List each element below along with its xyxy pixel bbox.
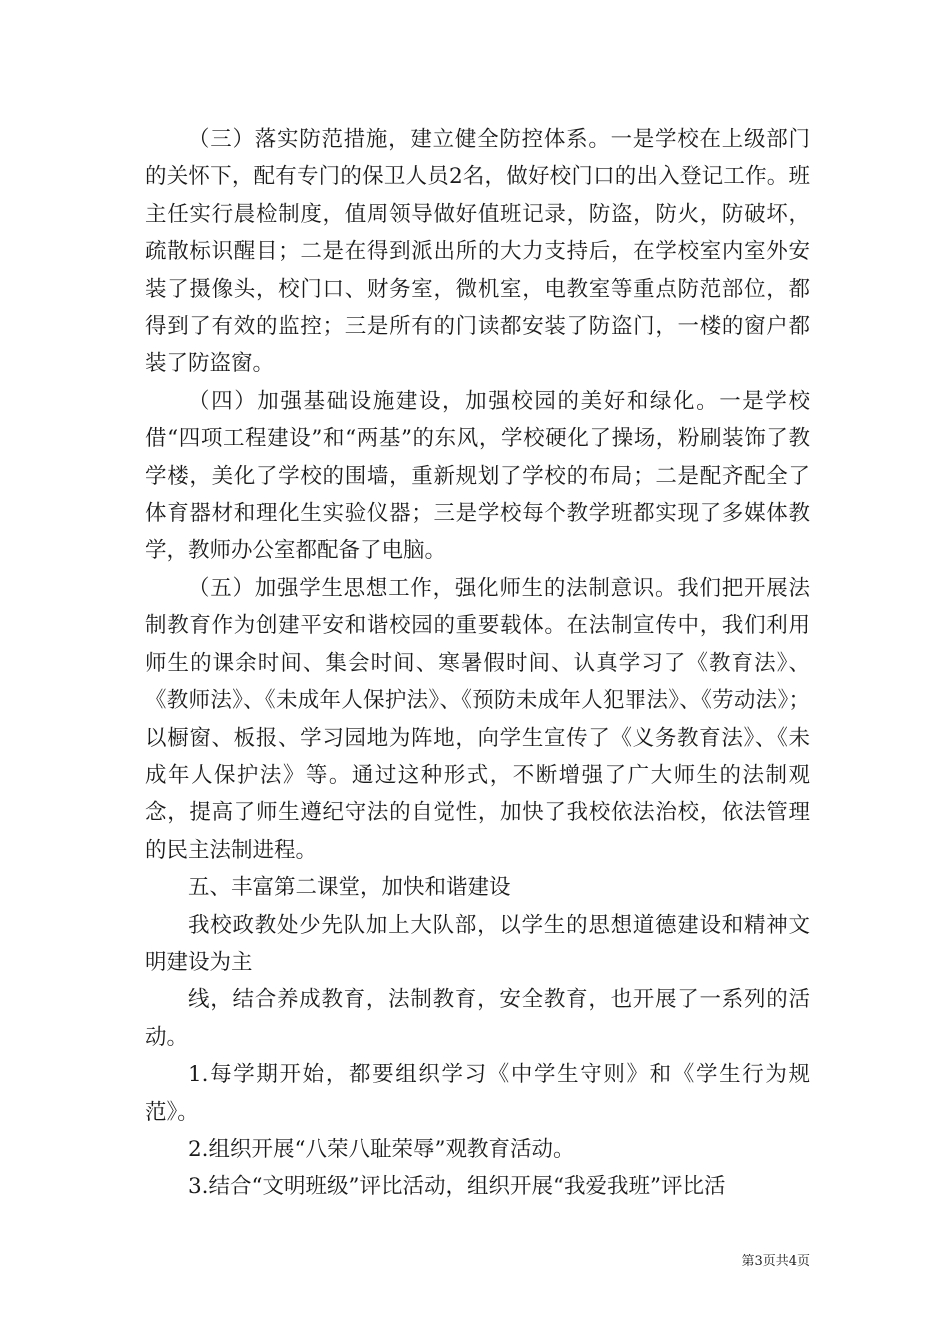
- list-item-1: 1.每学期开始，都要组织学习《中学生守则》和《学生行为规范》。: [145, 1062, 810, 1125]
- document-body: [145, 121, 810, 1206]
- page-number-footer: 第3页共4页: [741, 1254, 810, 1269]
- paragraph-legal-education: （五）加强学生思想工作，强化师生的法制意识。我们把开展法制教育作为创建平安和谐校园的重要载体。在法制宣传中，我们利用师生的课余时间、集会时间、寒暑假时间、认真学习了《教育法》、《教师法》、《未成年人保护法》、《预防未成年人犯罪法》、《劳动法》；以橱窗、板报、学习园地为阵地，向学生宣传了《义务教育法》、《未成年人保护法》等。通过这种形式，不断增强了广大师生的法制观念，提高了师生遵纪守法的自觉性，加快了我校依法治校，依法管理的民主法制进程。: [145, 575, 810, 863]
- paragraph-activities: 线，结合养成教育，法制教育，安全教育，也开展了一系列的活动。: [145, 987, 810, 1050]
- paragraph-safety-measures: （三）落实防范措施，建立健全防控体系。一是学校在上级部门的关怀下，配有专门的保卫人员2名，做好校门口的出入登记工作。班主任实行晨检制度，值周领导做好值班记录，防盗，防火，防破坏，疏散标识醒目；二是在得到派出所的大力支持后，在学校室内室外安装了摄像头，校门口、财务室，微机室，电教室等重点防范部位，都得到了有效的监控；三是所有的门读都安装了防盗门，一楼的窗户都装了防盗窗。: [145, 127, 810, 377]
- paragraph-infrastructure: （四）加强基础设施建设，加强校园的美好和绿化。一是学校借“四项工程建设”和“两基”的东风，学校硬化了操场，粉刷装饰了教学楼，美化了学校的围墙，重新规划了学校的布局；二是配齐配全了体育器材和理化生实验仪器；三是学校每个教学班都实现了多媒体教学，教师办公室都配备了电脑。: [145, 388, 810, 564]
- list-item-2: 2.组织开展“八荣八耻荣辱”观教育活动。: [188, 1136, 575, 1162]
- section-heading-second-classroom: 五、丰富第二课堂，加快和谐建设: [188, 875, 511, 901]
- list-item-3: 3.结合“文明班级”评比活动，组织开展“我爱我班”评比活: [188, 1174, 726, 1200]
- paragraph-moral-construction: 我校政教处少先队加上大队部，以学生的思想道德建设和精神文明建设为主: [145, 912, 810, 975]
